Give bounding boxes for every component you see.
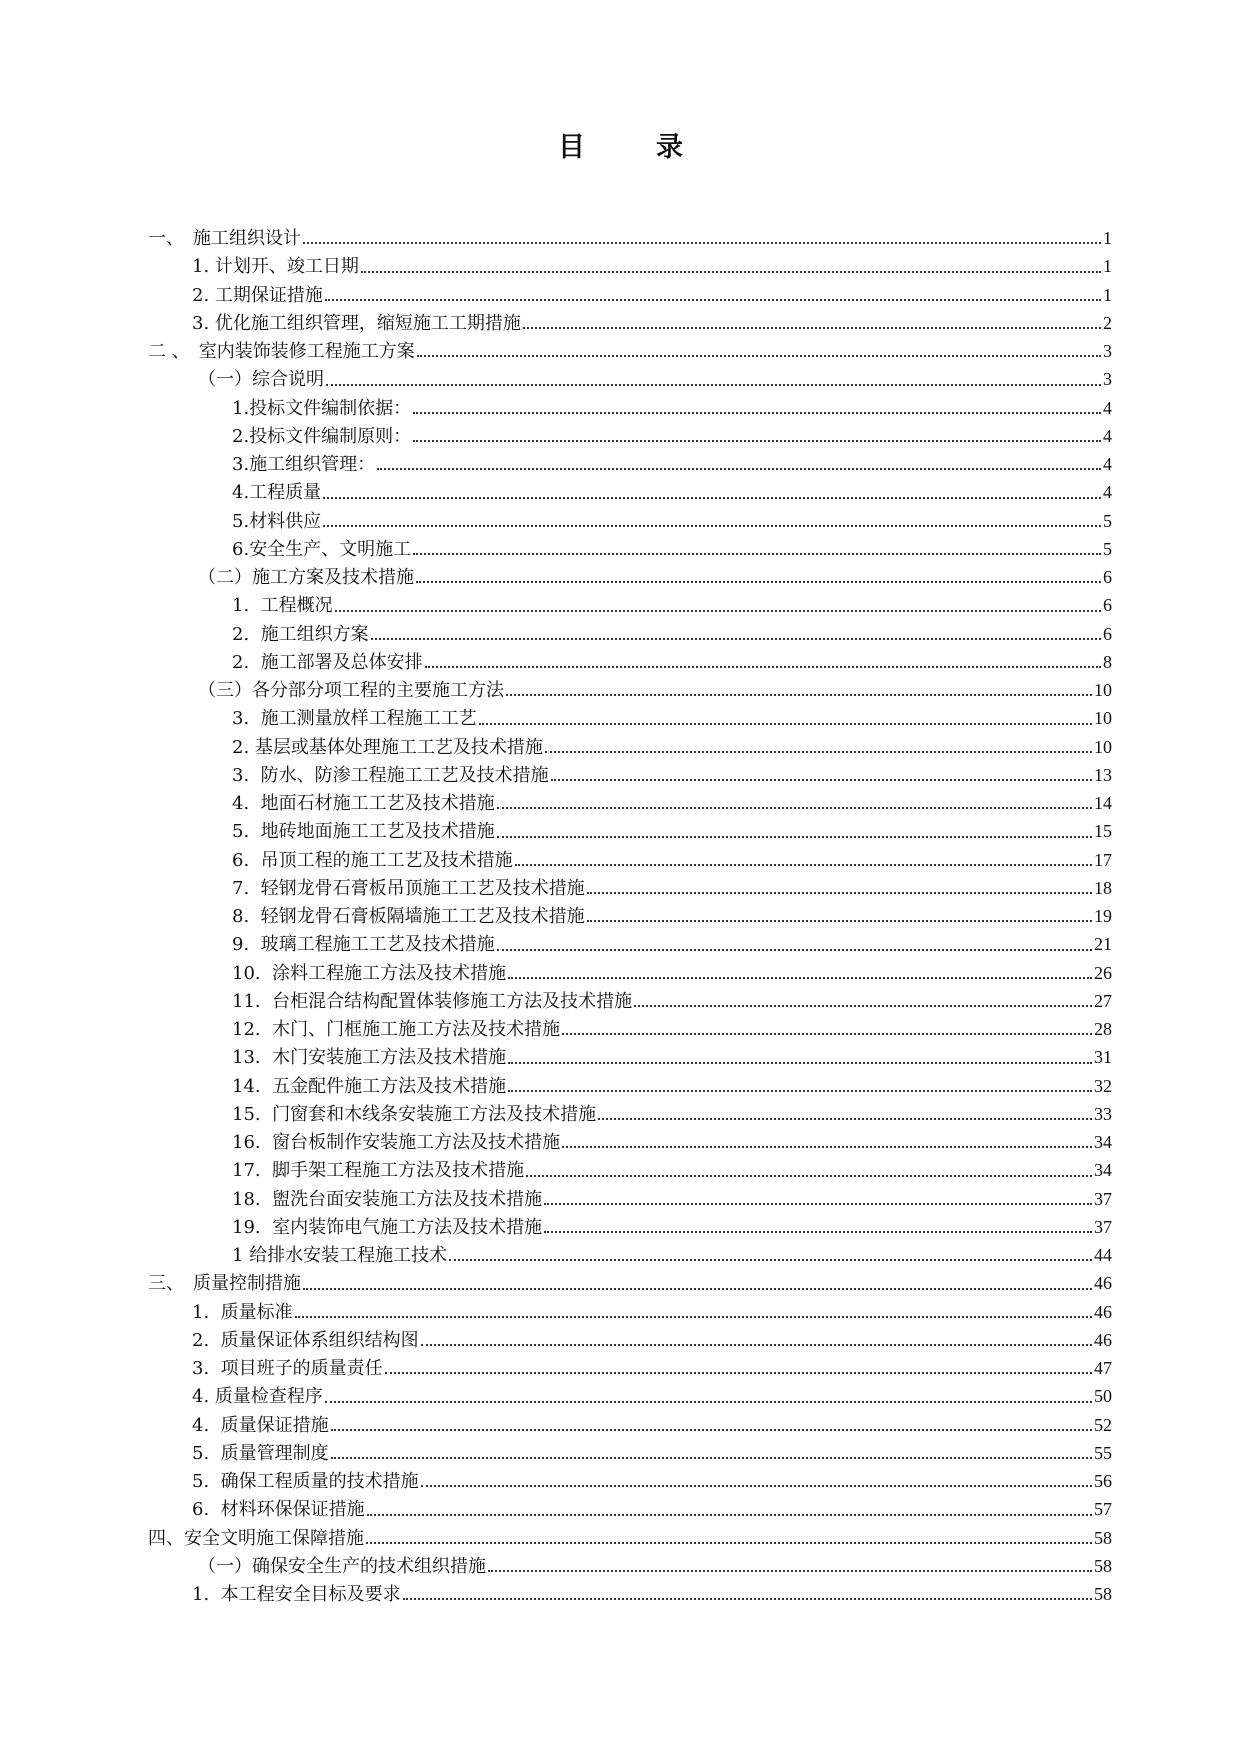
toc-entry[interactable]: [148, 1439, 1112, 1467]
toc-dot-leader: [303, 224, 1101, 252]
toc-entry-number: 12.: [232, 1019, 273, 1040]
toc-entry-page-number: 46: [1094, 1329, 1112, 1350]
toc-entry[interactable]: [148, 1495, 1112, 1523]
toc-entry-page-number: 44: [1094, 1245, 1112, 1265]
toc-dot-leader: [562, 1128, 1092, 1156]
toc-entry-page-number: 15: [1094, 821, 1112, 842]
table-of-contents: [148, 224, 1112, 1608]
toc-entry-number: 2.: [232, 623, 261, 645]
toc-entry-title: 门窗套和木线条安装施工方法及技术措施: [272, 1103, 597, 1125]
toc-dot-leader: [413, 535, 1101, 563]
toc-dot-leader: [508, 1043, 1092, 1071]
toc-entry-number: 19.: [232, 1216, 273, 1238]
toc-entry[interactable]: [148, 1382, 1112, 1410]
toc-dot-leader: [497, 817, 1092, 845]
toc-entry[interactable]: [148, 478, 1112, 506]
toc-entry-title: 五金配件施工方法及技术措施: [272, 1075, 507, 1097]
toc-entry[interactable]: [148, 1156, 1112, 1184]
toc-entry-number: 2.: [232, 651, 261, 673]
toc-entry-title: 施工组织管理：: [249, 454, 376, 475]
toc-dot-leader: [403, 1580, 1092, 1608]
toc-entry-title: 施工测量放样工程施工工艺: [260, 708, 477, 730]
toc-dot-leader: [377, 450, 1101, 478]
toc-entry[interactable]: [148, 563, 1112, 591]
toc-dot-leader: [598, 1100, 1092, 1128]
toc-entry[interactable]: [148, 252, 1112, 280]
toc-entry-title: 施工方案及技术措施: [252, 567, 414, 588]
toc-dot-leader: [326, 365, 1101, 393]
toc-entry-number: 6.: [232, 538, 250, 560]
toc-entry-page-number: 10: [1094, 708, 1112, 729]
toc-entry-page-number: 58: [1094, 1527, 1112, 1548]
toc-entry-number: 2.: [232, 736, 255, 758]
toc-dot-leader: [367, 1495, 1092, 1523]
toc-entry-page-number: 34: [1094, 1132, 1112, 1152]
toc-entry-title: 质量管理制度: [220, 1442, 329, 1464]
toc-entry-page-number: 37: [1094, 1188, 1112, 1209]
toc-entry-title: 台柜混合结构配置体装修施工方法及技术措施: [272, 990, 633, 1012]
toc-dot-leader: [295, 1298, 1092, 1326]
toc-entry[interactable]: [148, 1524, 1112, 1552]
toc-entry[interactable]: [148, 535, 1112, 563]
toc-entry-title: 安全文明施工保障措施: [184, 1527, 364, 1549]
toc-entry-page-number: 19: [1094, 906, 1112, 926]
toc-entry-title: 工期保证措施: [214, 284, 323, 306]
toc-entry-number: 5.: [192, 1442, 221, 1464]
toc-entry-title: 施工组织方案: [260, 623, 369, 645]
toc-dot-leader: [421, 1326, 1092, 1354]
toc-dot-leader: [425, 648, 1101, 676]
toc-entry-number: 7.: [232, 877, 261, 899]
toc-dot-leader: [506, 676, 1092, 704]
toc-entry-page-number: 6: [1103, 567, 1112, 587]
toc-entry-title: 玻璃工程施工工艺及技术措施: [260, 934, 495, 956]
toc-dot-leader: [587, 874, 1092, 902]
toc-entry[interactable]: [148, 676, 1112, 704]
toc-entry[interactable]: [148, 1128, 1112, 1156]
toc-entry-number: 1.: [192, 256, 215, 278]
toc-entry[interactable]: [148, 1354, 1112, 1382]
toc-entry[interactable]: [148, 959, 1112, 987]
toc-entry-title: 质量控制措施: [193, 1273, 301, 1295]
toc-entry[interactable]: [148, 789, 1112, 817]
toc-entry-number: 2.: [192, 1329, 221, 1351]
toc-entry-page-number: 4: [1103, 454, 1112, 474]
toc-entry-number: 6.: [232, 849, 261, 871]
toc-entry[interactable]: [148, 1326, 1112, 1354]
toc-entry[interactable]: [148, 733, 1112, 761]
page-title: 目 录: [558, 132, 705, 163]
toc-entry[interactable]: [148, 1213, 1112, 1241]
toc-entry-number: 2.: [232, 425, 250, 447]
toc-dot-leader: [508, 959, 1092, 987]
toc-entry-title: 基层或基体处理施工工艺及技术措施: [254, 736, 543, 758]
toc-entry-number: （一）: [198, 1555, 252, 1577]
toc-dot-leader: [545, 733, 1092, 761]
toc-dot-leader: [325, 281, 1101, 309]
toc-entry-title: 脚手架工程施工方法及技术措施: [272, 1160, 525, 1182]
toc-entry-page-number: 55: [1094, 1442, 1112, 1463]
toc-entry-page-number: 52: [1094, 1414, 1112, 1435]
toc-entry[interactable]: [148, 1467, 1112, 1495]
toc-entry-page-number: 26: [1094, 962, 1112, 983]
toc-entry-page-number: 14: [1094, 793, 1112, 813]
toc-entry-page-number: 13: [1094, 764, 1112, 785]
toc-entry-page-number: 4: [1103, 397, 1112, 418]
toc-entry-number: 10.: [232, 962, 273, 984]
toc-entry-title: 防水、防渗工程施工工艺及技术措施: [260, 764, 549, 786]
toc-entry-page-number: 33: [1094, 1103, 1112, 1124]
toc-entry-page-number: 3: [1103, 369, 1112, 390]
toc-entry-page-number: 58: [1094, 1584, 1112, 1604]
toc-entry-page-number: 27: [1094, 990, 1112, 1011]
toc-entry[interactable]: [148, 902, 1112, 930]
toc-entry-number: 4.: [232, 793, 261, 814]
toc-entry-page-number: 46: [1094, 1273, 1112, 1294]
toc-entry[interactable]: [148, 1043, 1112, 1071]
toc-entry[interactable]: [148, 422, 1112, 450]
toc-entry-title: 质量保证体系组织结构图: [220, 1329, 419, 1351]
toc-entry-number: 1: [232, 1245, 250, 1266]
toc-entry[interactable]: [148, 1298, 1112, 1326]
toc-entry-number: 18.: [232, 1188, 273, 1210]
toc-entry-title: 工程质量: [249, 482, 322, 504]
toc-entry-title: 投标文件编制依据：: [249, 397, 412, 419]
toc-entry-number: 一、: [148, 228, 193, 249]
toc-entry-title: 确保工程质量的技术措施: [220, 1471, 419, 1492]
toc-entry-number: 三、: [148, 1273, 193, 1295]
toc-entry-number: （一）: [198, 369, 252, 391]
toc-entry[interactable]: [148, 591, 1112, 619]
toc-entry-title: 施工组织设计: [193, 228, 301, 249]
toc-entry-number: 5.: [192, 1471, 221, 1492]
toc-entry-title: 轻钢龙骨石膏板吊顶施工工艺及技术措施: [260, 877, 585, 899]
toc-entry-title: 质量标准: [220, 1301, 293, 1323]
toc-dot-leader: [323, 478, 1101, 506]
toc-entry-title: 质量检查程序: [214, 1386, 323, 1408]
toc-entry-number: 8.: [232, 906, 261, 927]
toc-entry-title: 盥洗台面安装施工方法及技术措施: [272, 1188, 543, 1210]
toc-entry-title: 窗台板制作安装施工方法及技术措施: [272, 1132, 561, 1153]
toc-entry-title: 材料环保保证措施: [220, 1499, 365, 1521]
toc-entry-title: 各分部分项工程的主要施工方法: [252, 680, 504, 701]
toc-entry-page-number: 8: [1103, 651, 1112, 672]
toc-entry[interactable]: [148, 987, 1112, 1015]
toc-entry-title: 木门、门框施工施工方法及技术措施: [272, 1019, 561, 1040]
toc-entry-title: 安全生产、文明施工: [249, 538, 412, 560]
toc-dot-leader: [449, 1241, 1092, 1269]
toc-dot-leader: [413, 394, 1101, 422]
toc-dot-leader: [562, 1015, 1092, 1043]
toc-dot-leader: [323, 507, 1101, 535]
toc-entry-page-number: 28: [1094, 1019, 1112, 1039]
toc-entry-number: 16.: [232, 1132, 273, 1153]
toc-dot-leader: [587, 902, 1092, 930]
toc-entry-title: 确保安全生产的技术组织措施: [252, 1555, 486, 1577]
toc-entry-number: 1.: [192, 1584, 221, 1605]
toc-entry[interactable]: [148, 846, 1112, 874]
toc-entry-page-number: 2: [1103, 312, 1112, 333]
toc-entry-page-number: 31: [1094, 1047, 1112, 1068]
toc-entry-number: 3.: [232, 708, 261, 730]
toc-dot-leader: [551, 761, 1092, 789]
toc-entry-page-number: 5: [1103, 538, 1112, 559]
toc-entry-number: 3.: [232, 764, 261, 786]
toc-dot-leader: [371, 620, 1101, 648]
toc-entry-number: 5.: [232, 821, 261, 843]
toc-entry[interactable]: [148, 1269, 1112, 1297]
toc-entry[interactable]: [148, 1552, 1112, 1580]
toc-entry-number: 二 、: [148, 341, 199, 362]
toc-entry-title: 计划开、竣工日期: [214, 256, 359, 278]
toc-entry-page-number: 50: [1094, 1386, 1112, 1407]
toc-entry-page-number: 18: [1094, 877, 1112, 898]
toc-entry-page-number: 17: [1094, 849, 1112, 870]
toc-entry[interactable]: [148, 761, 1112, 789]
toc-entry-title: 地面石材施工工艺及技术措施: [260, 793, 495, 814]
toc-entry-page-number: 1: [1103, 256, 1112, 277]
toc-entry[interactable]: [148, 1185, 1112, 1213]
toc-entry-title: 室内装饰装修工程施工方案: [198, 341, 415, 362]
toc-dot-leader: [479, 704, 1092, 732]
toc-dot-leader: [544, 1213, 1092, 1241]
toc-entry-title: 项目班子的质量责任: [220, 1358, 383, 1379]
toc-entry-title: 木门安装施工方法及技术措施: [272, 1047, 507, 1069]
toc-entry-title: 投标文件编制原则：: [249, 425, 412, 447]
toc-entry-page-number: 5: [1103, 510, 1112, 531]
toc-entry-title: 工程概况: [260, 595, 333, 617]
toc-entry-page-number: 10: [1094, 680, 1112, 700]
toc-dot-leader: [303, 1269, 1092, 1297]
toc-entry[interactable]: [148, 337, 1112, 365]
toc-entry-number: 2.: [192, 284, 215, 306]
toc-dot-leader: [421, 1467, 1092, 1495]
toc-entry-page-number: 37: [1094, 1216, 1112, 1237]
toc-entry-title: 地砖地面施工工艺及技术措施: [260, 821, 495, 843]
toc-dot-leader: [634, 987, 1092, 1015]
toc-entry-page-number: 6: [1103, 623, 1112, 644]
toc-entry-page-number: 32: [1094, 1075, 1112, 1096]
toc-entry-number: 4.: [192, 1386, 215, 1408]
toc-entry[interactable]: [148, 450, 1112, 478]
toc-entry-page-number: 4: [1103, 482, 1112, 503]
toc-dot-leader: [331, 1439, 1092, 1467]
toc-entry-page-number: 46: [1094, 1301, 1112, 1322]
toc-entry-title: 施工部署及总体安排: [260, 651, 423, 673]
toc-dot-leader: [385, 1354, 1092, 1382]
toc-dot-leader: [526, 1156, 1092, 1184]
toc-entry-page-number: 6: [1103, 595, 1112, 616]
toc-entry-title: 材料供应: [249, 510, 322, 532]
toc-entry-number: （三）: [198, 680, 252, 701]
toc-entry-title: 综合说明: [252, 369, 324, 391]
toc-entry[interactable]: [148, 1100, 1112, 1128]
toc-entry[interactable]: [148, 309, 1112, 337]
toc-entry-title: 涂料工程施工方法及技术措施: [272, 962, 507, 984]
toc-entry-page-number: 3: [1103, 341, 1112, 361]
toc-entry-number: 11.: [232, 990, 273, 1012]
toc-entry-page-number: 58: [1094, 1555, 1112, 1576]
toc-entry-number: 9.: [232, 934, 261, 956]
toc-entry-number: 13.: [232, 1047, 273, 1069]
toc-entry-page-number: 47: [1094, 1358, 1112, 1378]
toc-entry[interactable]: [148, 507, 1112, 535]
toc-entry[interactable]: [148, 817, 1112, 845]
toc-dot-leader: [523, 309, 1101, 337]
toc-entry[interactable]: [148, 1411, 1112, 1439]
toc-dot-leader: [515, 846, 1092, 874]
toc-entry-page-number: 56: [1094, 1471, 1112, 1491]
toc-entry-number: 6.: [192, 1499, 221, 1521]
toc-dot-leader: [488, 1552, 1092, 1580]
toc-entry[interactable]: [148, 365, 1112, 393]
toc-entry[interactable]: [148, 648, 1112, 676]
toc-entry-number: 3.: [232, 454, 250, 475]
toc-entry-page-number: 1: [1103, 284, 1112, 305]
toc-entry-title: 室内装饰电气施工方法及技术措施: [272, 1216, 543, 1238]
toc-entry[interactable]: [148, 1072, 1112, 1100]
toc-entry-number: 5.: [232, 510, 250, 532]
toc-dot-leader: [335, 591, 1101, 619]
toc-dot-leader: [497, 930, 1092, 958]
toc-entry-number: 14.: [232, 1075, 273, 1097]
toc-entry-title: 给排水安装工程施工技术: [249, 1245, 448, 1266]
toc-dot-leader: [331, 1411, 1092, 1439]
toc-entry-number: 4.: [232, 482, 250, 504]
toc-entry-number: 4.: [192, 1414, 221, 1436]
toc-entry-number: 17.: [232, 1160, 273, 1182]
toc-entry[interactable]: [148, 281, 1112, 309]
toc-entry[interactable]: [148, 224, 1112, 252]
toc-entry-page-number: 34: [1094, 1160, 1112, 1181]
toc-entry-title: 质量保证措施: [220, 1414, 329, 1436]
toc-dot-leader: [416, 563, 1101, 591]
toc-entry[interactable]: [148, 704, 1112, 732]
toc-entry[interactable]: [148, 1015, 1112, 1043]
toc-entry-number: 1.: [232, 397, 250, 419]
toc-entry[interactable]: [148, 930, 1112, 958]
toc-entry[interactable]: [148, 620, 1112, 648]
toc-entry[interactable]: [148, 1241, 1112, 1269]
toc-entry-title: 优化施工组织管理，缩短施工工期措施: [214, 312, 521, 334]
toc-entry-number: 1.: [192, 1301, 221, 1323]
toc-entry-page-number: 21: [1094, 934, 1112, 955]
toc-dot-leader: [544, 1185, 1092, 1213]
toc-entry-title: 吊顶工程的施工工艺及技术措施: [260, 849, 513, 871]
toc-entry-number: 1.: [232, 595, 261, 617]
toc-entry-page-number: 4: [1103, 425, 1112, 446]
toc-entry-number: 15.: [232, 1103, 273, 1125]
toc-dot-leader: [361, 252, 1101, 280]
toc-entry-number: 四、: [148, 1527, 184, 1549]
toc-entry-title: 本工程安全目标及要求: [220, 1584, 401, 1605]
toc-entry-number: 3.: [192, 1358, 221, 1379]
toc-entry[interactable]: [148, 394, 1112, 422]
toc-entry[interactable]: [148, 874, 1112, 902]
toc-entry-number: 3.: [192, 312, 215, 334]
toc-dot-leader: [366, 1524, 1092, 1552]
toc-entry-number: （二）: [198, 567, 252, 588]
toc-entry-page-number: 57: [1094, 1499, 1112, 1520]
toc-dot-leader: [325, 1382, 1092, 1410]
toc-dot-leader: [497, 789, 1092, 817]
toc-entry-page-number: 10: [1094, 736, 1112, 757]
toc-entry[interactable]: [148, 1580, 1112, 1608]
toc-dot-leader: [413, 422, 1101, 450]
toc-dot-leader: [508, 1072, 1092, 1100]
toc-entry-page-number: 1: [1103, 228, 1112, 248]
toc-dot-leader: [417, 337, 1101, 365]
toc-entry-title: 轻钢龙骨石膏板隔墙施工工艺及技术措施: [260, 906, 585, 927]
